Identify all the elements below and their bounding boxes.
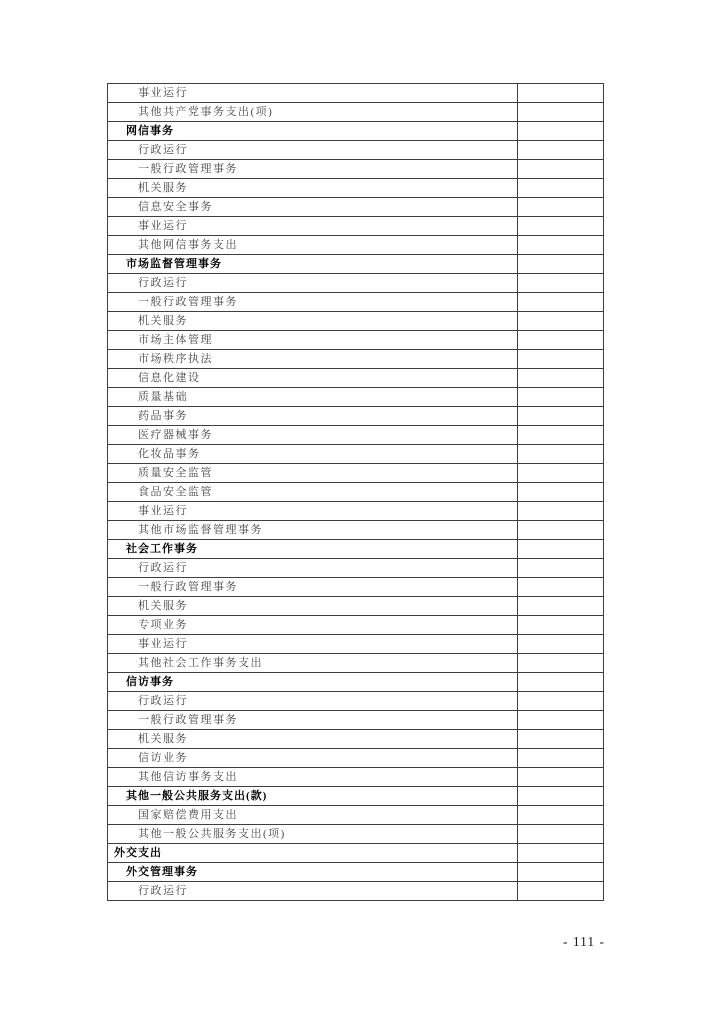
value-cell <box>518 597 604 616</box>
category-cell: 外交支出 <box>108 844 518 863</box>
value-cell <box>518 255 604 274</box>
table-row <box>108 787 604 806</box>
table-row <box>108 141 604 160</box>
category-cell: 行政运行 <box>108 882 518 901</box>
category-cell: 机关服务 <box>108 597 518 616</box>
table-row <box>108 749 604 768</box>
table-row <box>108 483 604 502</box>
category-cell: 事业运行 <box>108 217 518 236</box>
table-row <box>108 312 604 331</box>
value-cell <box>518 464 604 483</box>
table-row <box>108 236 604 255</box>
value-cell <box>518 711 604 730</box>
table-row <box>108 882 604 901</box>
value-cell <box>518 730 604 749</box>
value-cell <box>518 103 604 122</box>
category-cell: 行政运行 <box>108 692 518 711</box>
table-row <box>108 806 604 825</box>
value-cell <box>518 502 604 521</box>
table-row <box>108 730 604 749</box>
value-cell <box>518 825 604 844</box>
value-cell <box>518 369 604 388</box>
table-row <box>108 122 604 141</box>
value-cell <box>518 388 604 407</box>
value-cell <box>518 122 604 141</box>
category-cell: 一般行政管理事务 <box>108 160 518 179</box>
category-cell: 其他共产党事务支出(项) <box>108 103 518 122</box>
value-cell <box>518 616 604 635</box>
category-cell: 食品安全监管 <box>108 483 518 502</box>
table-row <box>108 103 604 122</box>
category-cell: 一般行政管理事务 <box>108 711 518 730</box>
table-row <box>108 768 604 787</box>
category-cell: 网信事务 <box>108 122 518 141</box>
value-cell <box>518 274 604 293</box>
value-cell <box>518 293 604 312</box>
category-cell: 信息安全事务 <box>108 198 518 217</box>
table-row <box>108 863 604 882</box>
category-cell: 化妆品事务 <box>108 445 518 464</box>
value-cell <box>518 787 604 806</box>
table-row <box>108 597 604 616</box>
category-cell: 事业运行 <box>108 84 518 103</box>
table-row <box>108 692 604 711</box>
value-cell <box>518 578 604 597</box>
table-row <box>108 426 604 445</box>
table-row <box>108 464 604 483</box>
table-row <box>108 559 604 578</box>
category-cell: 行政运行 <box>108 141 518 160</box>
category-cell: 其他信访事务支出 <box>108 768 518 787</box>
table-row <box>108 160 604 179</box>
table-row <box>108 407 604 426</box>
category-cell: 行政运行 <box>108 274 518 293</box>
table-row <box>108 673 604 692</box>
category-cell: 其他市场监督管理事务 <box>108 521 518 540</box>
category-cell: 外交管理事务 <box>108 863 518 882</box>
category-cell: 社会工作事务 <box>108 540 518 559</box>
value-cell <box>518 312 604 331</box>
table-row <box>108 445 604 464</box>
table-row <box>108 293 604 312</box>
table-row <box>108 84 604 103</box>
category-cell: 一般行政管理事务 <box>108 293 518 312</box>
category-cell: 药品事务 <box>108 407 518 426</box>
category-cell: 其他网信事务支出 <box>108 236 518 255</box>
table-row <box>108 521 604 540</box>
table-row <box>108 274 604 293</box>
category-cell: 市场秩序执法 <box>108 350 518 369</box>
budget-table <box>107 83 604 901</box>
category-cell: 医疗器械事务 <box>108 426 518 445</box>
category-cell: 市场主体管理 <box>108 331 518 350</box>
value-cell <box>518 236 604 255</box>
table-row <box>108 502 604 521</box>
category-cell: 机关服务 <box>108 730 518 749</box>
table-row <box>108 369 604 388</box>
table-row <box>108 179 604 198</box>
value-cell <box>518 806 604 825</box>
value-cell <box>518 350 604 369</box>
value-cell <box>518 540 604 559</box>
category-cell: 信访业务 <box>108 749 518 768</box>
category-cell: 信息化建设 <box>108 369 518 388</box>
value-cell <box>518 84 604 103</box>
value-cell <box>518 407 604 426</box>
category-cell: 事业运行 <box>108 502 518 521</box>
value-cell <box>518 863 604 882</box>
table-row <box>108 331 604 350</box>
category-cell: 专项业务 <box>108 616 518 635</box>
value-cell <box>518 559 604 578</box>
table-row <box>108 198 604 217</box>
category-cell: 事业运行 <box>108 635 518 654</box>
table-row <box>108 844 604 863</box>
table-row <box>108 217 604 236</box>
table-row <box>108 616 604 635</box>
page-number: - 111 - <box>563 934 605 949</box>
category-cell: 机关服务 <box>108 179 518 198</box>
value-cell <box>518 445 604 464</box>
value-cell <box>518 198 604 217</box>
table-row <box>108 635 604 654</box>
category-cell: 信访事务 <box>108 673 518 692</box>
value-cell <box>518 768 604 787</box>
value-cell <box>518 483 604 502</box>
value-cell <box>518 217 604 236</box>
category-cell: 其他一般公共服务支出(项) <box>108 825 518 844</box>
category-cell: 一般行政管理事务 <box>108 578 518 597</box>
category-cell: 国家赔偿费用支出 <box>108 806 518 825</box>
value-cell <box>518 882 604 901</box>
category-cell: 市场监督管理事务 <box>108 255 518 274</box>
table-row <box>108 654 604 673</box>
category-cell: 其他一般公共服务支出(款) <box>108 787 518 806</box>
category-cell: 机关服务 <box>108 312 518 331</box>
value-cell <box>518 635 604 654</box>
value-cell <box>518 844 604 863</box>
value-cell <box>518 521 604 540</box>
value-cell <box>518 331 604 350</box>
value-cell <box>518 654 604 673</box>
category-cell: 行政运行 <box>108 559 518 578</box>
value-cell <box>518 160 604 179</box>
table-row <box>108 825 604 844</box>
value-cell <box>518 692 604 711</box>
table-row <box>108 255 604 274</box>
table-row <box>108 578 604 597</box>
value-cell <box>518 673 604 692</box>
value-cell <box>518 141 604 160</box>
value-cell <box>518 179 604 198</box>
value-cell <box>518 749 604 768</box>
table-row <box>108 350 604 369</box>
category-cell: 其他社会工作事务支出 <box>108 654 518 673</box>
table-row <box>108 711 604 730</box>
table-row <box>108 388 604 407</box>
category-cell: 质量基础 <box>108 388 518 407</box>
budget-table-body <box>108 84 604 901</box>
table-row <box>108 540 604 559</box>
value-cell <box>518 426 604 445</box>
category-cell: 质量安全监管 <box>108 464 518 483</box>
